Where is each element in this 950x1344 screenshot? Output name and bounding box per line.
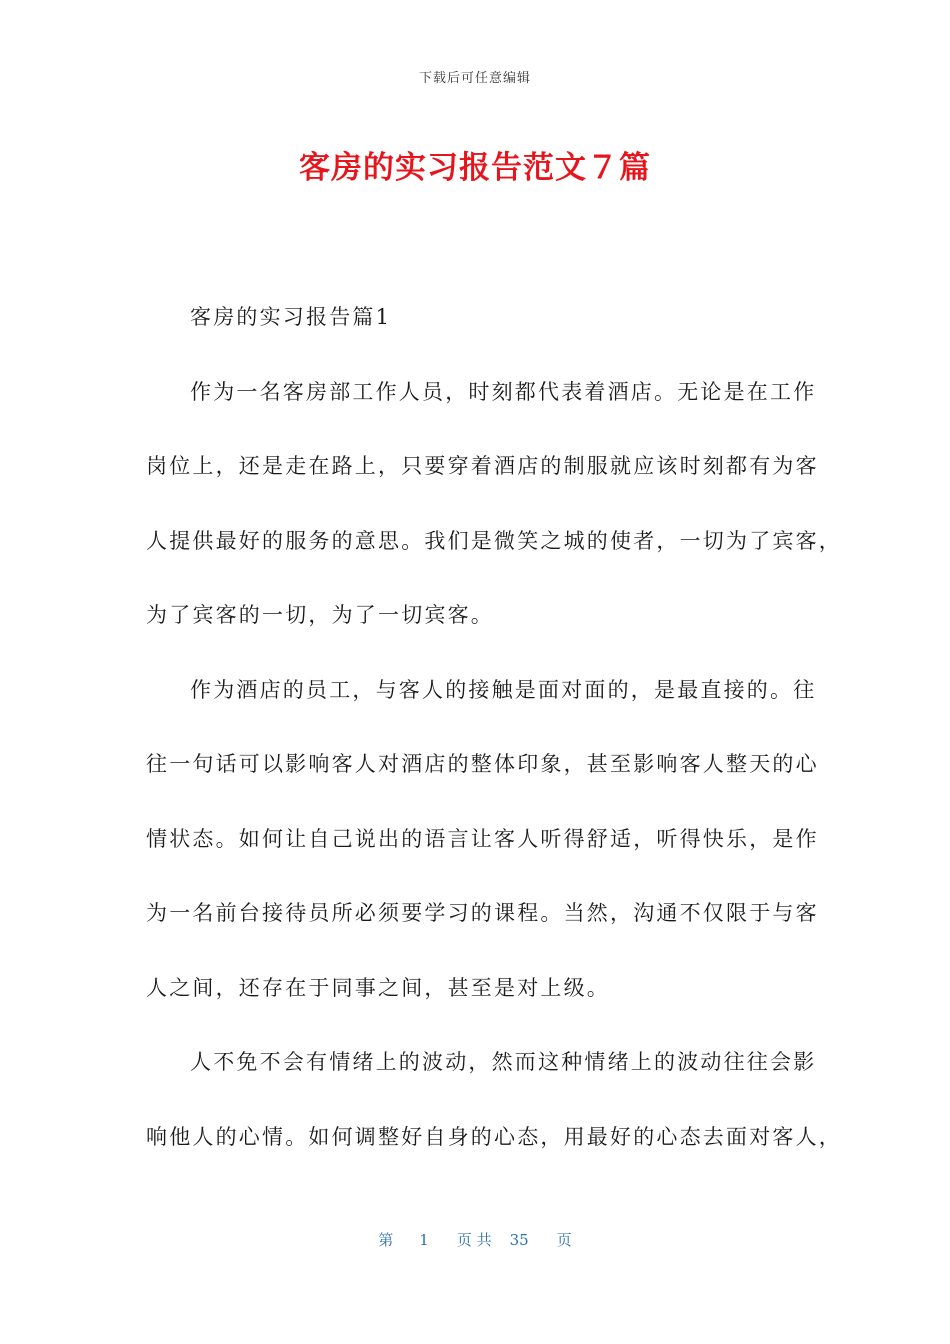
paragraph-line: 岗位上，还是走在路上，只要穿着酒店的制服就应该时刻都有为客 bbox=[146, 454, 819, 478]
paragraph-line: 响他人的心情。如何调整好自身的心态，用最好的心态去面对客人， bbox=[146, 1124, 842, 1149]
paragraph-3 bbox=[146, 1025, 842, 1174]
footer-page-suffix: 页 bbox=[556, 1231, 572, 1249]
page-footer bbox=[0, 1229, 950, 1250]
footer-page-mid: 页 共 bbox=[456, 1231, 492, 1249]
paragraph-line: 人提供最好的服务的意思。我们是微笑之城的使者，一切为了宾客， bbox=[146, 528, 842, 553]
paragraph-2 bbox=[146, 653, 819, 1026]
paragraph-line: 人不免不会有情绪上的波动，然而这种情绪上的波动往往会影 bbox=[190, 1050, 817, 1074]
footer-page-prefix: 第 bbox=[378, 1231, 394, 1249]
document-body bbox=[146, 280, 842, 1174]
footer-current-page: 1 bbox=[419, 1231, 429, 1249]
paragraph-line: 往一句话可以影响客人对酒店的整体印象，甚至影响客人整天的心 bbox=[146, 752, 819, 776]
paragraph-1 bbox=[146, 355, 842, 653]
section-heading-text: 客房的实习报告篇1 bbox=[190, 305, 392, 329]
document-title: 客房的实习报告范文７篇 bbox=[299, 150, 651, 186]
paragraph-line: 作为一名客房部工作人员，时刻都代表着酒店。无论是在工作 bbox=[190, 379, 817, 404]
paragraph-line: 情状态。如何让自己说出的语言让客人听得舒适，听得快乐，是作 bbox=[146, 826, 819, 851]
footer-total-pages: 35 bbox=[509, 1231, 529, 1249]
paragraph-line: 为了宾客的一切，为了一切宾客。 bbox=[146, 603, 494, 627]
paragraph-line: 作为酒店的员工，与客人的接触是面对面的，是最直接的。往 bbox=[190, 677, 817, 702]
paragraph-line: 为一名前台接待员所必须要学习的课程。当然，沟通不仅限于与客 bbox=[146, 901, 819, 925]
header-note: 下载后可任意编辑 bbox=[418, 71, 531, 86]
section-heading bbox=[146, 280, 806, 355]
paragraph-line: 人之间，还存在于同事之间，甚至是对上级。 bbox=[146, 975, 610, 1000]
